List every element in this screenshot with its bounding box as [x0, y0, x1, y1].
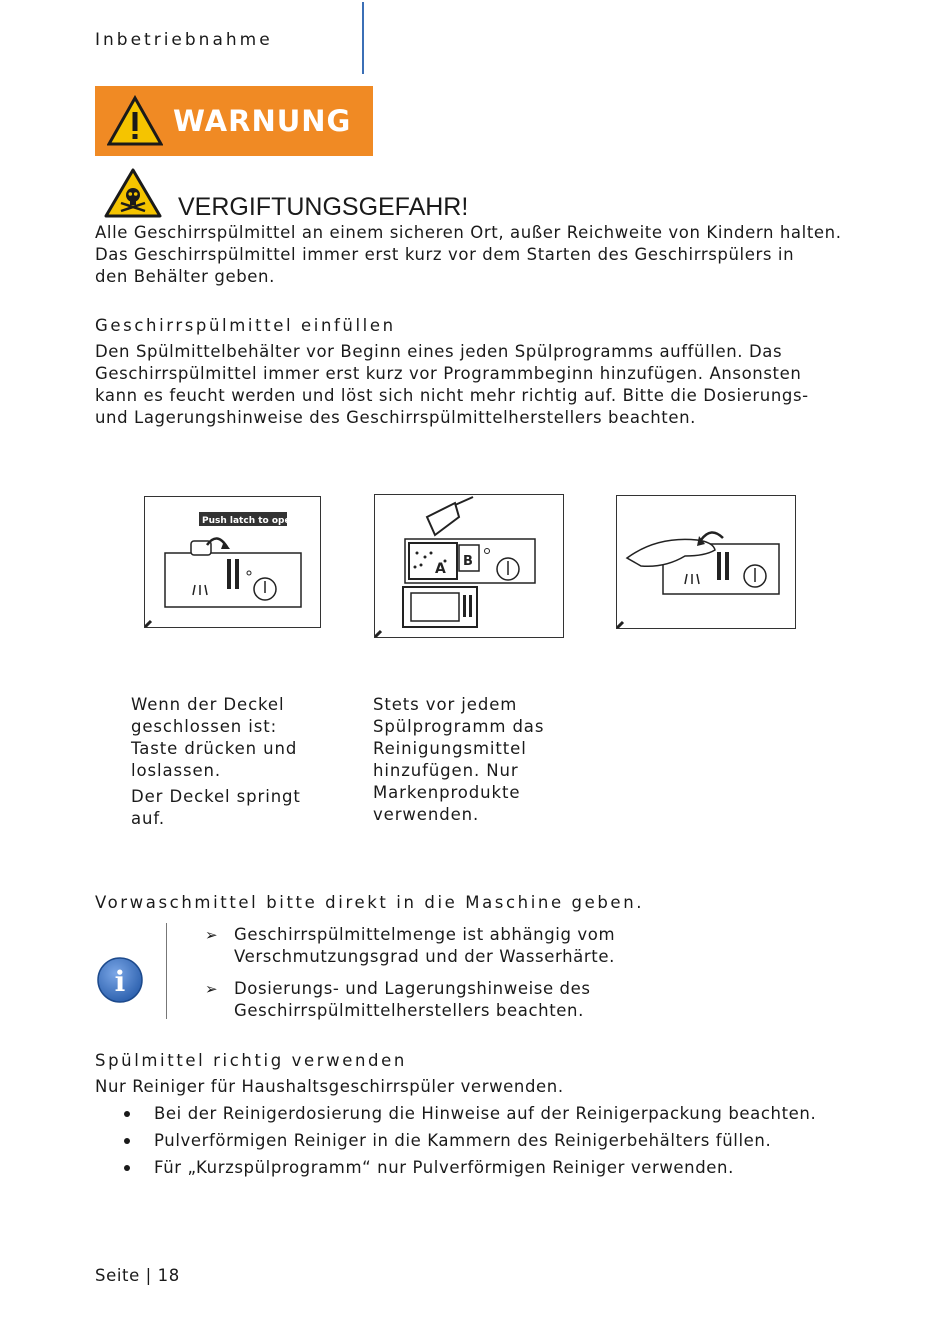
text-line: Reinigungsmittel: [373, 739, 527, 758]
text-line: hinzufügen. Nur: [373, 761, 519, 780]
use-section-title: Spülmittel richtig verwenden: [95, 1051, 407, 1070]
text-line: den Behälter geben.: [95, 267, 275, 286]
text-line: Taste drücken und: [131, 739, 298, 758]
text-line: Spülprogramm das: [373, 717, 545, 736]
warning-triangle-icon: [107, 95, 163, 147]
poison-hazard-icon: [103, 167, 163, 219]
text-line: Das Geschirrspülmittel immer erst kurz vor dem Starten des Geschirrspülers in: [95, 245, 795, 264]
fill-section-title: Geschirrspülmittel einfüllen: [95, 316, 396, 335]
push-latch-label: Push latch to open: [202, 516, 297, 526]
caption-text: [131, 694, 301, 782]
arrow-bullet-icon: ➢: [205, 926, 219, 944]
use-intro: [95, 1076, 855, 1098]
text-line: Geschirrspülmittelmenge ist abhängig vom: [234, 925, 616, 944]
caption-text: [373, 694, 544, 826]
text-line: loslassen.: [131, 761, 222, 780]
text-line: Pulverförmigen Reiniger in die Kammern des Reinigerbehälters füllen.: [154, 1131, 772, 1150]
text-line: Stets vor jedem: [373, 695, 518, 714]
list-item: [205, 978, 615, 1022]
dispenser-close-drawing: [617, 496, 795, 628]
chamber-a-label: A: [435, 561, 446, 577]
page-section-title: Inbetriebnahme: [95, 30, 273, 50]
info-glyph: i: [114, 965, 126, 998]
caption-text: [131, 786, 301, 830]
caption-fill-chambers: [373, 694, 544, 830]
warning-label: WARNUNG: [173, 104, 352, 138]
text-line: Nur Reiniger für Haushaltsgeschirrspüler verwenden.: [95, 1077, 564, 1096]
illustration-push-latch: [144, 496, 321, 628]
bullet-dot-icon: [124, 1111, 130, 1117]
dispenser-open-drawing: [375, 495, 563, 637]
text-line: geschlossen ist:: [131, 717, 278, 736]
text-line: Geschirrspülmittelherstellers beachten.: [234, 1001, 584, 1020]
text-line: Geschirrspülmittel immer erst kurz vor Programmbeginn hinzufügen. Ansonsten: [95, 364, 802, 383]
info-divider: [166, 923, 167, 1019]
text-line: Der Deckel springt: [131, 787, 301, 806]
illustration-fill-chambers: [374, 494, 564, 638]
caption-push-latch: [131, 694, 301, 834]
text-line: auf.: [131, 809, 166, 828]
text-line: und Lagerungshinweise des Geschirrspülmittelherstellers beachten.: [95, 408, 697, 427]
warning-banner: [95, 86, 373, 156]
prewash-notes: [205, 924, 615, 1032]
prewash-title: Vorwaschmittel bitte direkt in die Maschine geben.: [95, 893, 645, 912]
text-line: Markenprodukte: [373, 783, 521, 802]
bullet-dot-icon: [124, 1138, 130, 1144]
text-line: Alle Geschirrspülmittel an einem sicheren Ort, außer Reichweite von Kindern halten.: [95, 223, 842, 242]
text-line: Für „Kurzspülprogramm“ nur Pulverförmigen Reiniger verwenden.: [154, 1158, 734, 1177]
text-line: Dosierungs- und Lagerungshinweise des: [234, 979, 591, 998]
header-divider: [362, 2, 364, 74]
list-item: [120, 1157, 816, 1184]
illustration-close-lid: [616, 495, 796, 629]
poison-paragraph: [95, 222, 855, 288]
bullet-dot-icon: [124, 1165, 130, 1171]
fill-paragraph: [95, 341, 855, 429]
list-item: [120, 1130, 816, 1157]
page-number: Seite | 18: [95, 1266, 180, 1285]
text-line: Verschmutzungsgrad und der Wasserhärte.: [234, 947, 615, 966]
use-bullet-list: [120, 1103, 816, 1184]
dispenser-closed-drawing: [145, 497, 320, 627]
chamber-b-label: B: [463, 554, 473, 569]
info-icon: [96, 956, 144, 1004]
poison-hazard-title: VERGIFTUNGSGEFAHR!: [178, 193, 469, 221]
text-line: Bei der Reinigerdosierung die Hinweise auf der Reinigerpackung beachten.: [154, 1104, 817, 1123]
list-item: [120, 1103, 816, 1130]
list-item: [205, 924, 615, 968]
text-line: Den Spülmittelbehälter vor Beginn eines jeden Spülprogramms auffüllen. Das: [95, 342, 783, 361]
text-line: verwenden.: [373, 805, 480, 824]
arrow-bullet-icon: ➢: [205, 980, 219, 998]
text-line: kann es feucht werden und löst sich nicht mehr richtig auf. Bitte die Dosierungs-: [95, 386, 809, 405]
text-line: Wenn der Deckel: [131, 695, 285, 714]
